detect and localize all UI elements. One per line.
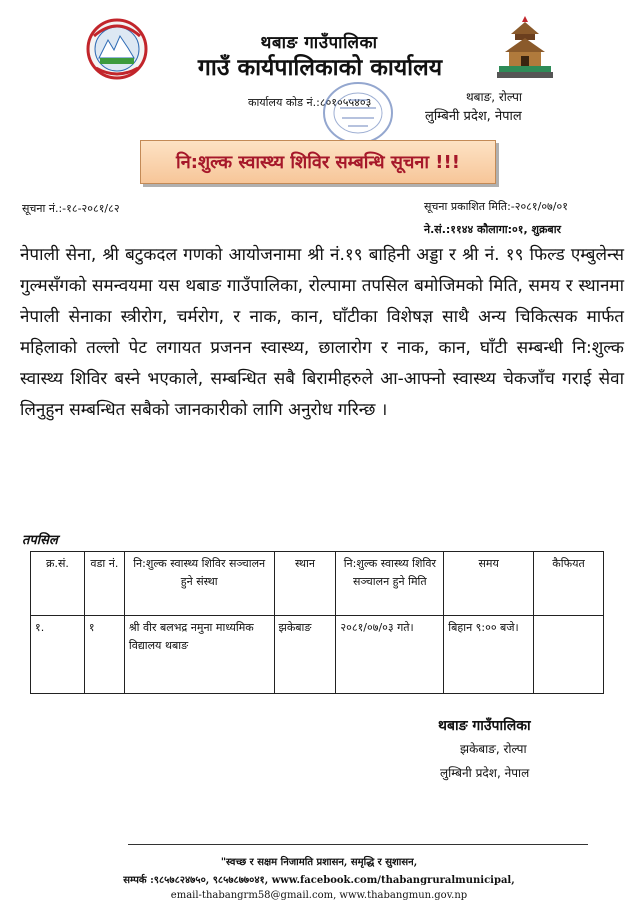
cell-serial: १. [31, 616, 85, 694]
signature-name: थबाङ गाउँपालिका [438, 718, 531, 734]
col-place-header: स्थान [274, 552, 336, 616]
office-title: गाउँ कार्यपालिकाको कार्यालय [197, 55, 443, 81]
municipality-name: थबाङ गाउँपालिका [260, 33, 378, 53]
address-line-1: थबाङ, रोल्पा [466, 90, 522, 104]
notice-title-banner: नि:शुल्क स्वास्थ्य शिविर सम्बन्धि सूचना !!! [140, 140, 496, 184]
col-date-header: नि:शुल्क स्वास्थ्य शिविर सञ्चालन हुने मिति [336, 552, 444, 616]
footer-contact: सम्पर्क :९८५७८२४७५०, ९८५७८७७०४१, www.facebook.com/thabangruralmunicipal, [123, 875, 515, 886]
cell-date: २०८१/०७/०३ गते। [336, 616, 444, 694]
signature-province: लुम्बिनी प्रदेश, नेपाल [440, 766, 530, 780]
col-time-header: समय [444, 552, 534, 616]
table-header-row [31, 552, 604, 616]
notice-body: नेपाली सेना, श्री बटुकदल गणको आयोजनामा श्री नं.१९ बाहिनी अड्डा र श्री नं. १९ फिल्ड एम्बुलेन्स गुल्मसँगको समन्वयमा यस थबाङ गाउँपालिका, रोल्पामा तपसिल बमोजिमको मिति, समय र स्थानमा नेपाली सेनाका स्त्रीरोग, चर्मरोग, र नाक, कान, घाँटीका विशेषज्ञ साथै अन्य चिकित्सक मार्फत महिलाको तल्लो पेट लगायत प्रजनन स्वास्थ्य, छालारोग र नाक, कान, घाँटी सम्बन्धी नि:शुल्क स्वास्थ्य शिविर बस्ने भएकाले, सम्बन्धित सबै बिरामीहरुले आ-आफ्नो स्वास्थ्य चेकजाँच गराई सेवा लिनुहुन सम्बन्धित सबैको जानकारीको लागि अनुरोध गरिन्छ । [20, 245, 624, 420]
schedule-table [30, 551, 604, 694]
cell-place: झकेबाङ [274, 616, 336, 694]
office-code: कार्यालय कोड नं.:८०१०५५४०३ [248, 96, 372, 109]
cell-time: बिहान ९:०० बजे। [444, 616, 534, 694]
cell-ward: १ [84, 616, 124, 694]
nepal-sambat-date: ने.सं.:११४४ कौलागा:०१, शुक्रबार [424, 223, 562, 236]
cell-organization: श्री वीर बलभद्र नमुना माध्यमिक विद्यालय थबाङ [124, 616, 274, 694]
col-organization-header: नि:शुल्क स्वास्थ्य शिविर सञ्चालन हुने संस्था [124, 552, 274, 616]
footer-slogan: "स्वच्छ र सक्षम निजामति प्रशासन, समृद्धि र सुशासन, [220, 857, 418, 868]
col-remarks-header: कैफियत [534, 552, 604, 616]
footer-email-web: email-thabangrm58@gmail.com, www.thabangmun.gov.np [170, 890, 468, 901]
footer-divider [128, 844, 588, 845]
cell-remarks [534, 616, 604, 694]
office-stamp-icon [318, 78, 398, 148]
col-serial-header: क्र.सं. [31, 552, 85, 616]
table-row [31, 616, 604, 694]
published-date: सूचना प्रकाशित मिति:-२०८१/०७/०१ [424, 200, 568, 213]
address-line-2: लुम्बिनी प्रदेश, नेपाल [425, 109, 522, 124]
col-ward-header: वडा नं. [84, 552, 124, 616]
notice-number: सूचना नं.:-१८-२०८१/८२ [22, 202, 120, 215]
schedule-heading: तपसिल [22, 533, 58, 548]
signature-place: झकेबाङ, रोल्पा [460, 742, 527, 756]
